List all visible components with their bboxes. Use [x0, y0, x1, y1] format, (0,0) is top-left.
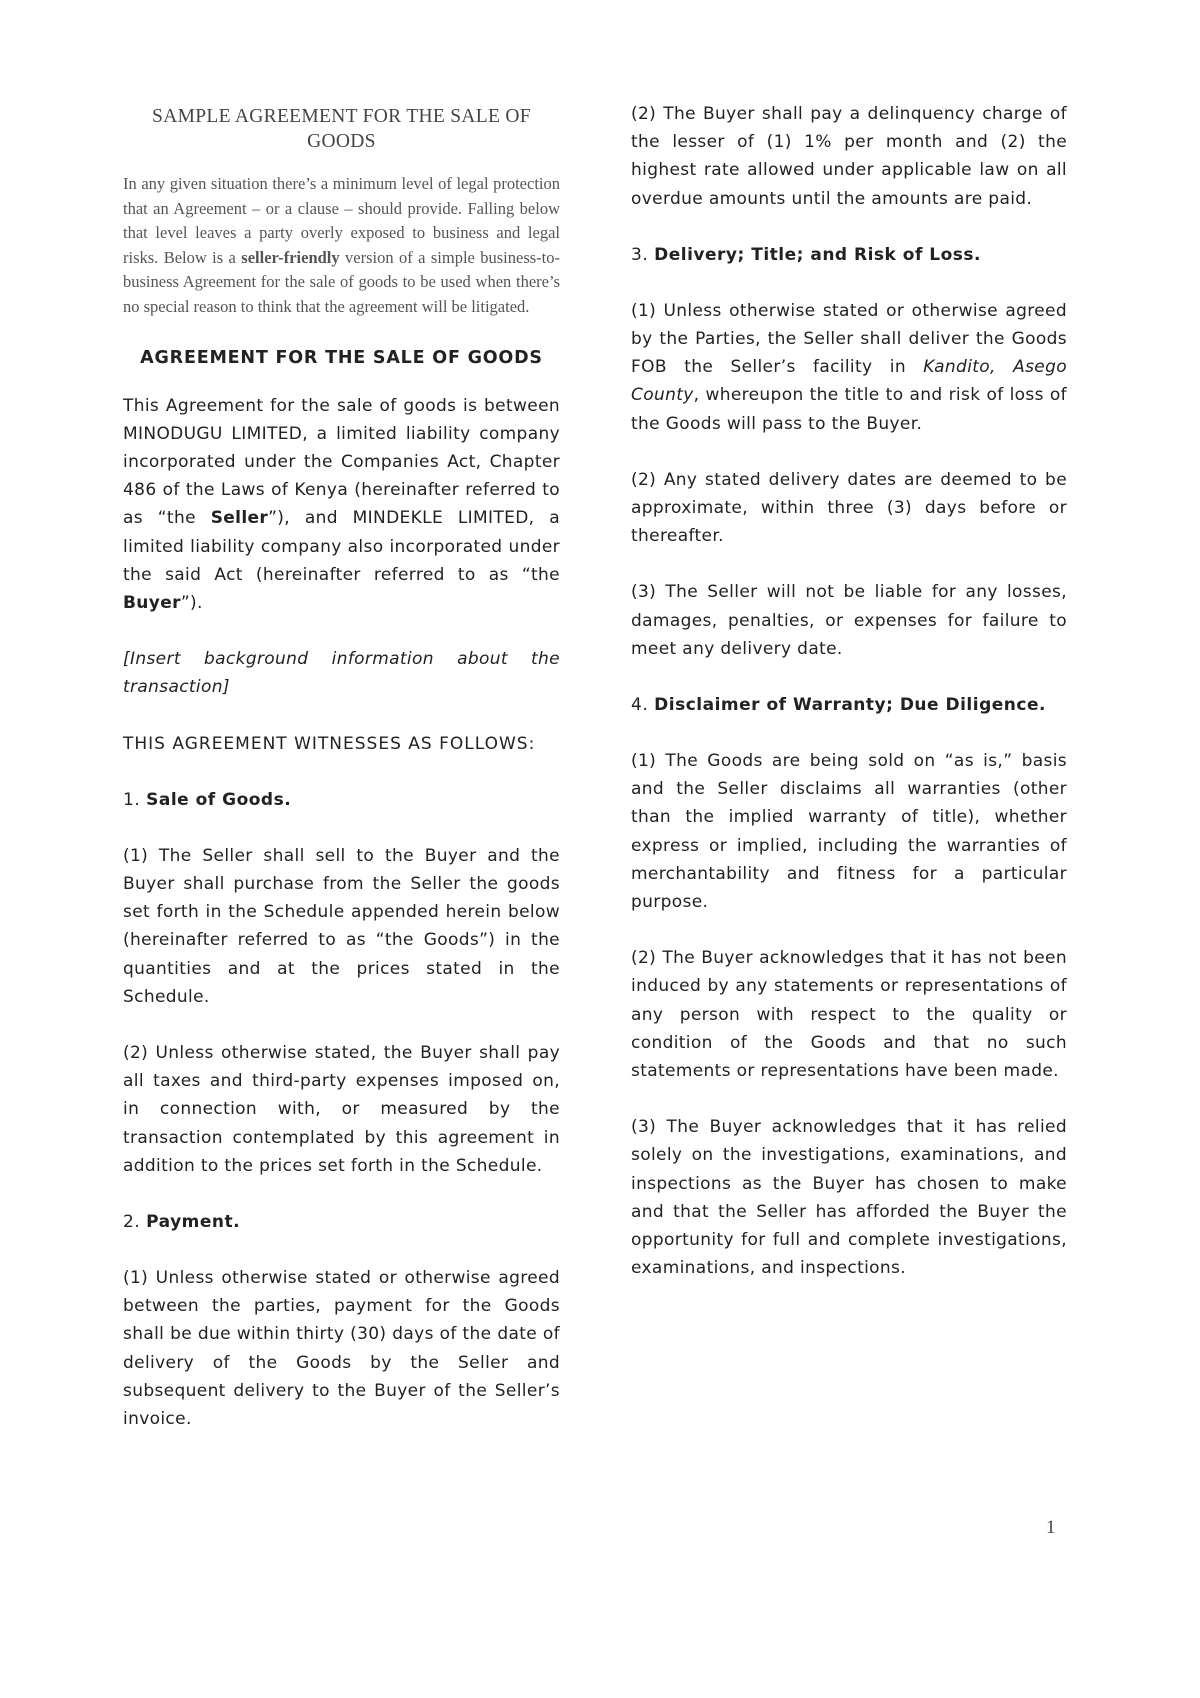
witnesses-line: THIS AGREEMENT WITNESSES AS FOLLOWS:: [123, 733, 536, 754]
section-1-heading: [123, 786, 560, 814]
background-placeholder: [Insert background information about the transaction]: [123, 649, 560, 698]
agreement-title: AGREEMENT FOR THE SALE OF GOODS: [140, 347, 543, 368]
parties-text-1: This Agreement for the sale of goods is between MINODUGU LIMITED, a limited liability company incorporated under the Companies Act, Chapter 486 of the Laws of Kenya (hereinafter referred to as “the: [123, 395, 560, 529]
section-4-title: Disclaimer of Warranty; Due Diligence.: [654, 695, 1046, 716]
section-2-paragraph-1: (1) Unless otherwise stated or otherwise agreed between the parties, payment for the Goods shall be due within thirty (30) days of the date of delivery of the Goods by the Seller and subsequent delivery to the Buyer of the Seller’s invoice.: [123, 1268, 560, 1430]
section-1-title: Sale of Goods.: [146, 789, 292, 810]
section-4-heading: [631, 691, 1067, 719]
section-4-number: 4.: [631, 695, 649, 716]
section-2-title: Payment.: [146, 1212, 241, 1233]
section-3-heading: [631, 241, 1067, 269]
right-column: [631, 100, 1067, 1311]
parties-text-3: ”).: [180, 592, 203, 613]
intro-text-1: In any given situation there’s a minimum level of legal protection that an Agreement – or a clause – should provide. Falling below that level leaves a party overly exposed to business and legal risks. Below is a: [123, 174, 560, 267]
section-3-paragraph-3: (3) The Seller will not be liable for any losses, damages, penalties, or expenses for failure to meet any delivery date.: [631, 582, 1067, 659]
section-2-number: 2.: [123, 1212, 141, 1233]
section-1-paragraph-2: (2) Unless otherwise stated, the Buyer shall pay all taxes and third-party expenses imposed on, in connection with, or measured by the transaction contemplated by this agreement in addition to the prices set forth in the Schedule.: [123, 1043, 560, 1176]
page-number: 1: [1046, 1517, 1056, 1538]
section-3-p1-text-1: (1) Unless otherwise stated or otherwise agreed by the Parties, the Seller shall deliver the Goods FOB the Seller’s facility in: [631, 300, 1067, 378]
section-1-paragraph-1: (1) The Seller shall sell to the Buyer and the Buyer shall purchase from the Seller the goods set forth in the Schedule appended herein below (hereinafter referred to as “the Goods”) in the quantities and at the prices stated in the Schedule.: [123, 845, 560, 1007]
section-3-paragraph-1: [631, 297, 1067, 438]
section-2-heading: [123, 1208, 560, 1236]
left-column: [123, 100, 560, 1461]
buyer-term: Buyer: [123, 592, 181, 613]
section-3-title: Delivery; Title; and Risk of Loss.: [654, 244, 981, 265]
seller-term: Seller: [210, 508, 269, 529]
section-2-paragraph-2: (2) The Buyer shall pay a delinquency charge of the lesser of (1) 1% per month and (2) the highest rate allowed under applicable law on all overdue amounts until the amounts are paid.: [631, 104, 1067, 209]
parties-paragraph: [123, 392, 560, 618]
section-4-paragraph-1: (1) The Goods are being sold on “as is,” basis and the Seller disclaims all warranties (other than the implied warranty of title), whether express or implied, including the warranties of merchantability and fitness for a particular purpose.: [631, 751, 1067, 913]
intro-text-2: version of a simple business-to-business Agreement for the sale of goods to be used when there’s no special reason to think that the agreement will be litigated.: [123, 247, 560, 316]
section-3-number: 3.: [631, 244, 649, 265]
intro-paragraph: [123, 172, 560, 320]
section-4-paragraph-3: (3) The Buyer acknowledges that it has relied solely on the investigations, examinations, and inspections as the Buyer has chosen to make and that the Seller has afforded the Buyer the opportunity for full and complete investigations, examinations, and inspections.: [631, 1117, 1067, 1279]
section-4-paragraph-2: (2) The Buyer acknowledges that it has not been induced by any statements or representations of any person with respect to the quality or condition of the Goods and that no such statements or representations have been made.: [631, 948, 1067, 1082]
section-3-paragraph-2: (2) Any stated delivery dates are deemed to be approximate, within three (3) days before or thereafter.: [631, 469, 1067, 547]
section-1-number: 1.: [123, 789, 141, 810]
delivery-place: Kandito, Asego County: [631, 357, 1067, 406]
document-title: SAMPLE AGREEMENT FOR THE SALE OF GOODS: [152, 106, 531, 152]
intro-bold-text: seller-friendly: [241, 247, 340, 267]
parties-text-2: ”), and MINDEKLE LIMITED, a limited liability company also incorporated under the said Act (hereinafter referred to as “the: [123, 508, 561, 585]
section-3-p1-text-2: , whereupon the title to and risk of loss of the Goods will pass to the Buyer.: [631, 385, 1067, 434]
